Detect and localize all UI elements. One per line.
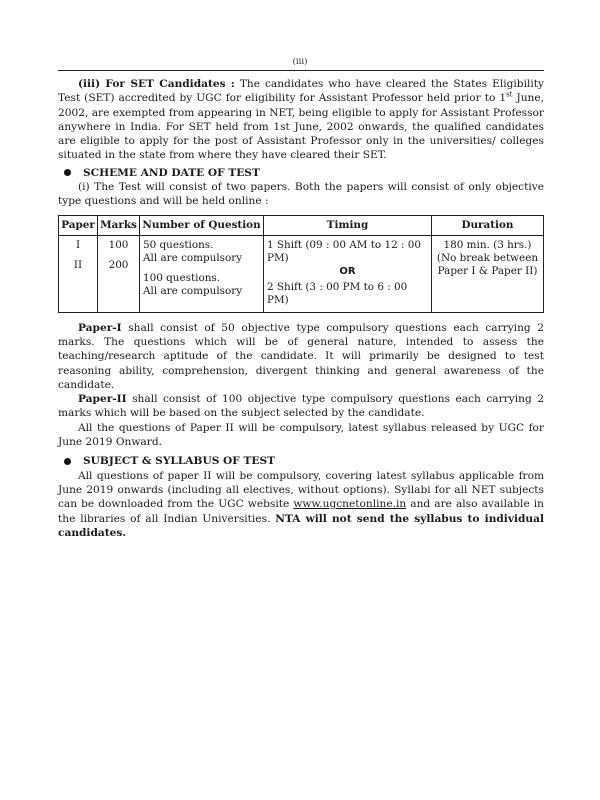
column-header: Marks bbox=[98, 215, 140, 235]
syllabus-paragraph: All questions of paper II will be compulsory, covering latest syllabus applicable from June 2019 onwards (including all electives, without options). Syllabi for all NET subjects can be downloaded from the UGC website www.ugcnetonline.in and are also available in the libraries of all Indian Universities. NTA will not send the syllabus to individual candidates. bbox=[58, 469, 545, 539]
paper1-paragraph: Paper-I shall consist of 50 objective type compulsory questions each carrying 2 marks. The questions which will be of general nature, intended to assess the teaching/research aptitude of the candidate. It will primarily be designed to test reasoning ability, comprehension, divergent thinking and general awareness of the candidate. bbox=[58, 321, 544, 391]
scheme-intro: (i) The Test will consist of two papers. Both the papers will consist of only objective type questions and will be held online : bbox=[58, 181, 544, 208]
document-body bbox=[58, 77, 544, 540]
page-number: (iii) bbox=[292, 57, 308, 67]
timing-cell: 1 Shift (09 : 00 AM to 12 : 00 PM) OR 2 Shift (3 : 00 PM to 6 : 00 PM) bbox=[264, 235, 432, 312]
syllabus-heading: SUBJECT & SYLLABUS OF TEST bbox=[58, 454, 544, 468]
bullet-icon bbox=[64, 169, 71, 176]
set-label: (iii) For SET Candidates : bbox=[78, 78, 235, 90]
bullet-icon bbox=[64, 458, 71, 465]
column-header: Duration bbox=[432, 215, 544, 235]
ugc-website-link[interactable]: www.ugcnetonline.in bbox=[293, 498, 407, 511]
table-row bbox=[59, 235, 544, 312]
column-header: Number of Question bbox=[140, 215, 264, 235]
scheme-heading: SCHEME AND DATE OF TEST bbox=[58, 166, 544, 180]
or-label: OR bbox=[339, 266, 356, 278]
column-header: Timing bbox=[264, 215, 432, 235]
scheme-table bbox=[58, 215, 544, 313]
all-questions-paragraph: All the questions of Paper II will be compulsory, latest syllabus released by UGC for June 2019 Onward. bbox=[58, 421, 544, 449]
table-header-row bbox=[59, 215, 544, 235]
header-rule bbox=[58, 70, 544, 71]
paper2-paragraph: Paper-II shall consist of 100 objective type compulsory questions each carrying 2 marks which will be based on the subject selected by the candidate. bbox=[58, 393, 544, 420]
paper-cell: I II bbox=[59, 235, 98, 312]
column-header: Paper bbox=[59, 215, 98, 235]
marks-cell: 100 200 bbox=[98, 235, 140, 312]
questions-cell: 50 questions. All are compulsory 100 questions. All are compulsory bbox=[140, 235, 264, 312]
duration-cell: 180 min. (3 hrs.) (No break between Paper I & Paper II) bbox=[432, 235, 544, 312]
set-candidates-paragraph: (iii) For SET Candidates : The candidates who have cleared the States Eligibility Test (SET) accredited by UGC for eligibility for Assistant Professor held prior to 1st June, 2002, are exempted from appearing in NET, being eligible to apply for Assistant Professor anywhere in India. For SET held from 1st June, 2002 onwards, the qualified candidates are eligible to apply for the post of Assistant Professor only in the universities/ colleges situated in the state from where they have cleared their SET. bbox=[58, 78, 544, 162]
